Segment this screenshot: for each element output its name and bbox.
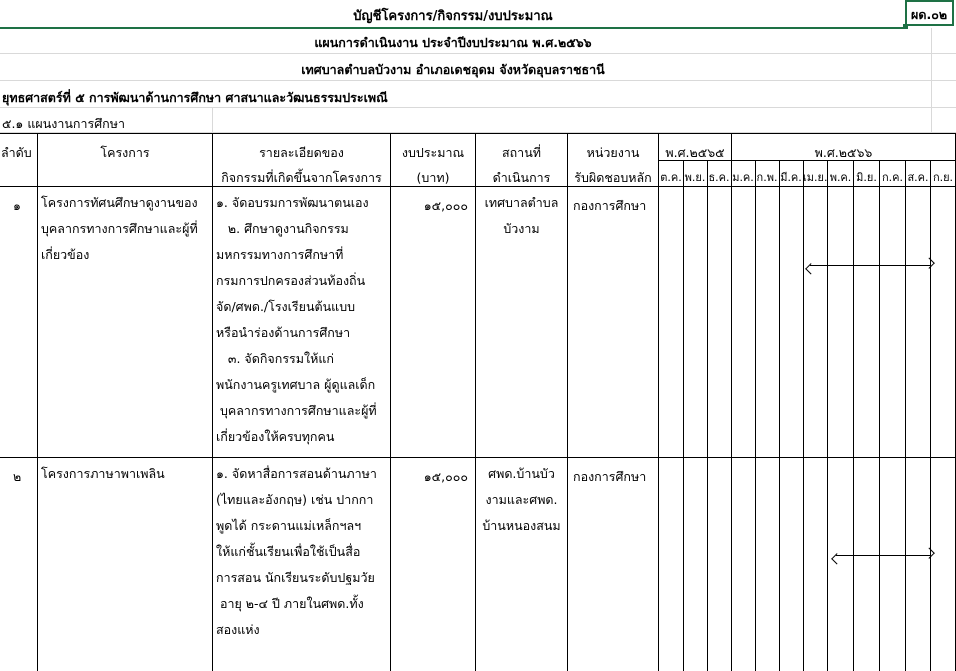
place-line: เทศบาลตำบล <box>484 195 559 210</box>
project-name-line: โครงการภาษาพาเพลิน <box>41 466 165 481</box>
month-header: พ.ย. <box>684 171 706 184</box>
selection-handle[interactable] <box>903 24 908 29</box>
place <box>476 192 567 244</box>
schedule-arrow <box>834 551 932 561</box>
place-line: บ้านหนองสนม <box>482 518 561 533</box>
row-number: ๒ <box>13 469 22 484</box>
detail-line: มหกรรมทางการศึกษาที่ <box>216 247 344 262</box>
col-header-year-curr: พ.ศ.๒๕๖๖ <box>814 145 873 160</box>
project-name <box>41 192 198 270</box>
month-header: ม.ค. <box>732 171 754 184</box>
col-header-project: โครงการ <box>100 145 150 160</box>
project-name-line: เกี่ยวข้อง <box>41 247 90 262</box>
budget-amount: ๑๕,๐๐๐ <box>423 198 468 213</box>
detail-line: สองแห่ง <box>216 622 260 637</box>
place <box>476 463 567 541</box>
col-header-budget: งบประมาณ <box>401 145 465 160</box>
month-header: ก.พ. <box>756 171 778 184</box>
col-header-unit-2: รับผิดชอบหลัก <box>574 170 652 185</box>
col-header-detail: รายละเอียดของ <box>259 145 344 160</box>
plan-title: แผนการดำเนินงาน ประจำปีงบประมาณ พ.ศ.๒๕๖๖ <box>314 35 592 50</box>
org-title: เทศบาลตำบลบัวงาม อำเภอเดชอุดม จังหวัดอุบลราชธานี <box>301 62 605 77</box>
month-header: มี.ค. <box>780 171 802 184</box>
col-header-place: สถานที่ <box>501 145 541 160</box>
detail-line: กรมการปกครองส่วนท้องถิ่น <box>216 273 366 288</box>
project-name <box>41 463 165 489</box>
detail-line: หรือนำร่องด้านการศึกษา <box>216 325 351 340</box>
row-number: ๑ <box>13 198 21 213</box>
project-name-line: บุคลากรทางการศึกษาและผู้ที่ <box>41 221 198 236</box>
month-header: ต.ค. <box>660 171 682 184</box>
project-name-line: โครงการทัศนศึกษาดูงานของ <box>41 195 198 210</box>
place-line: งามและศพด. <box>485 492 558 507</box>
col-header-unit: หน่วยงาน <box>586 145 640 160</box>
responsible-unit: กองการศึกษา <box>573 469 647 484</box>
detail-line: พนักงานครูเทศบาล ผู้ดูแลเด็ก <box>216 377 376 392</box>
detail-line: เกี่ยวข้องให้ครบทุกคน <box>216 429 335 444</box>
responsible-unit: กองการศึกษา <box>573 198 647 213</box>
month-header: มิ.ย. <box>856 171 877 184</box>
title-underline <box>0 27 906 29</box>
month-header: ก.ค. <box>881 171 903 184</box>
col-header-no: ลำดับ <box>1 145 32 160</box>
sheet-title: บัญชีโครงการ/กิจกรรม/งบประมาณ <box>353 9 553 24</box>
detail-line: การสอน นักเรียนระดับปฐมวัย <box>216 570 375 585</box>
budget-amount: ๑๕,๐๐๐ <box>423 469 468 484</box>
detail-line: ๑. จัดหาสื่อการสอนด้านภาษา <box>216 466 377 481</box>
col-header-place-2: ดำเนินการ <box>492 170 551 185</box>
col-header-detail-2: กิจกรรมที่เกิดขึ้นจากโครงการ <box>221 170 382 185</box>
month-header: พ.ค. <box>829 171 852 184</box>
form-code: ผด.๐๒ <box>911 7 948 22</box>
detail-line: พูดได้ กระดานแม่เหล็กฯลฯ <box>216 518 362 533</box>
detail-line: ให้แก่ชั้นเรียนเพื่อใช้เป็นสื่อ <box>216 544 361 559</box>
place-line: บัวงาม <box>503 221 540 236</box>
detail-line: บุคลากรทางการศึกษาและผู้ที่ <box>216 403 377 418</box>
detail-line: ๒. ศึกษาดูงานกิจกรรม <box>216 221 349 236</box>
month-header: ก.ย. <box>932 171 954 184</box>
detail-line: ๑. จัดอบรมการพัฒนาตนเอง <box>216 195 369 210</box>
col-header-budget-unit: (บาท) <box>416 170 450 185</box>
col-header-year-prev: พ.ศ.๒๕๖๕ <box>665 145 725 160</box>
place-line: ศพด.บ้านบัว <box>488 466 555 481</box>
month-header: ธ.ค. <box>708 171 730 184</box>
strategy-heading: ยุทธศาสตร์ที่ ๕ การพัฒนาด้านการศึกษา ศาสนาและวัฒนธรรมประเพณี <box>2 90 388 105</box>
plan-subheading: ๕.๑ แผนงานการศึกษา <box>2 116 125 131</box>
month-header: เม.ย. <box>803 171 827 184</box>
detail-line: ๓. จัดกิจกรรมให้แก่ <box>216 351 334 366</box>
detail-line: อายุ ๒-๔ ปี ภายในศพด.ทั้ง <box>216 596 364 611</box>
schedule-arrow <box>808 261 932 271</box>
detail-line: จัด/ศพด./โรงเรียนต้นแบบ <box>216 299 356 314</box>
detail-line: (ไทยและอังกฤษ) เช่น ปากกา <box>216 492 374 507</box>
activity-details <box>216 463 377 645</box>
month-header: ส.ค. <box>907 171 929 184</box>
activity-details <box>216 192 377 452</box>
